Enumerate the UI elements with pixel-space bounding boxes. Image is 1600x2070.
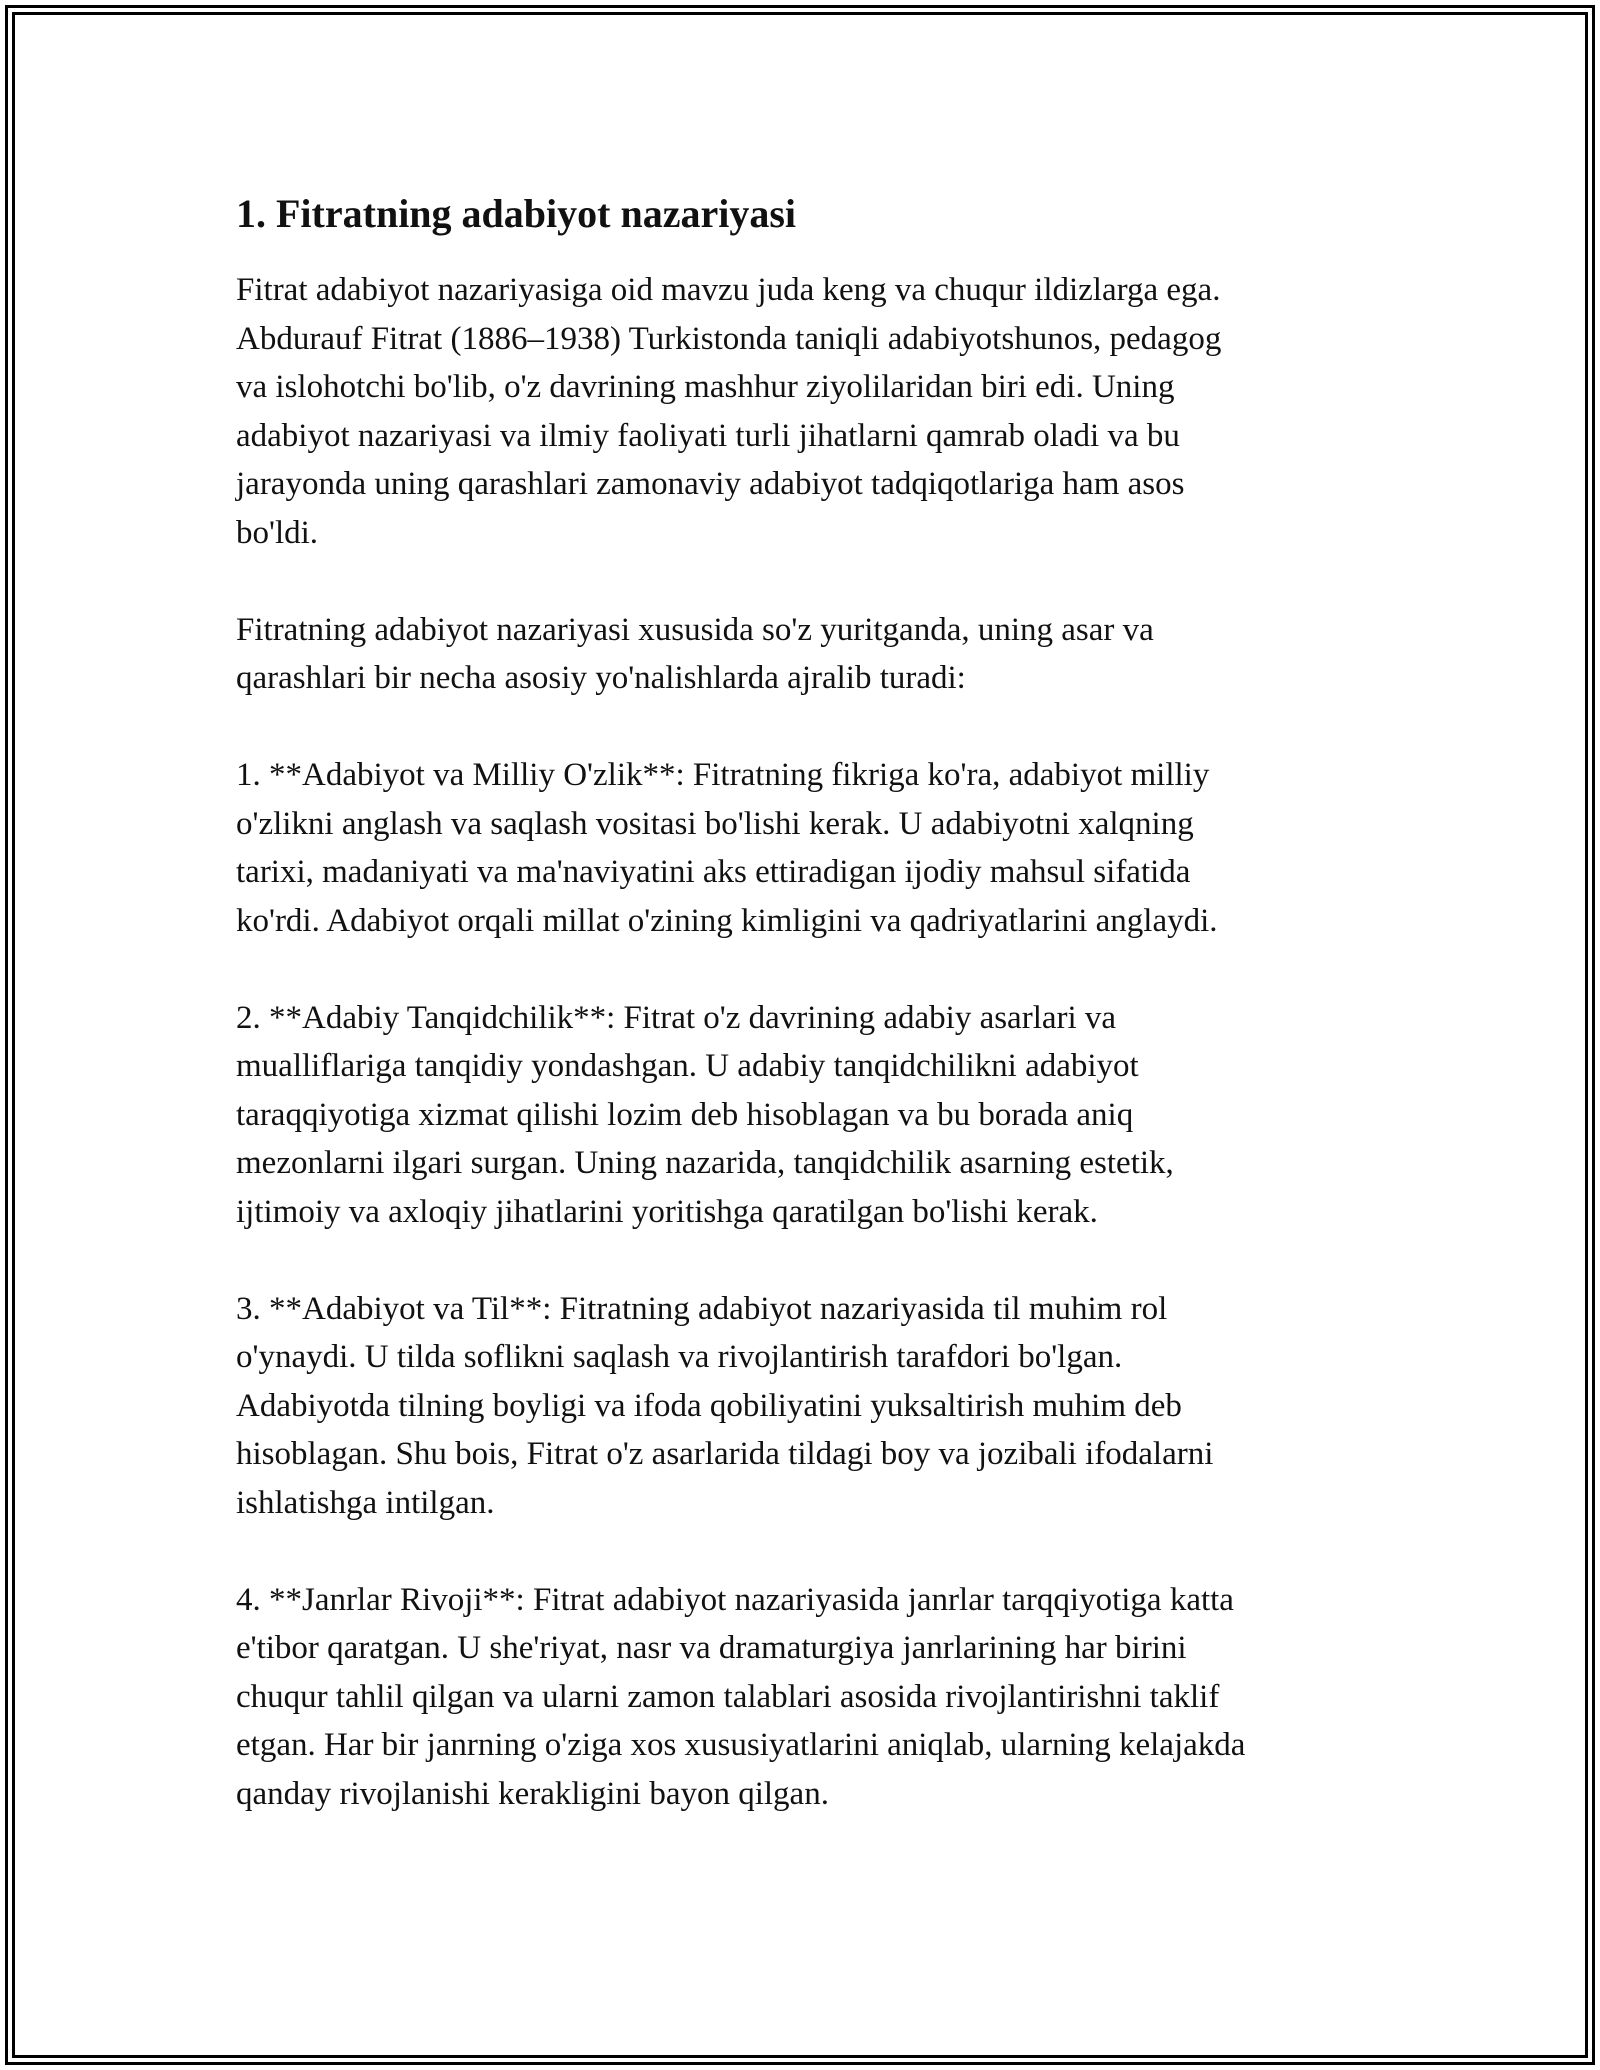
paragraph-intro: Fitrat adabiyot nazariyasiga oid mavzu juda keng va chuqur ildizlarga ega. Abdurauf Fitrat (1886–1938) Turkistonda taniqli adabiyotshunos, pedagog va islohotchi bo'lib, o'z davrining mashhur ziyolilaridan biri edi. Uning adabiyot nazariyasi va ilmiy faoliyati turli jihatlarni qamrab oladi va bu jarayonda uning qarashlari zamonaviy adabiyot tadqiqotlariga ham asos bo'ldi. xyxy=(236,272,1222,551)
list-item-literature-and-language: 3. **Adabiyot va Til**: Fitratning adabiyot nazariyasida til muhim rol o'ynaydi. U tilda soflikni saqlash va rivojlantirish tarafdori bo'lgan. Adabiyotda tilning boyligi va ifoda qobiliyatini yuksaltirish muhim deb hisoblagan. Shu bois, Fitrat o'z asarlarida tildagi boy va jozibali ifodalarni ishlatishga intilgan. xyxy=(236,1290,1214,1521)
list-item-genre-development: 4. **Janrlar Rivoji**: Fitrat adabiyot nazariyasida janrlar tarqqiyotiga katta e'tibor qaratgan. U she'riyat, nasr va dramaturgiya janrlarining har birini chuqur tahlil qilgan va ularni zamon talablari asosida rivojlantirishni taklif etgan. Har bir janrning o'ziga xos xususiyatlarini aniqlab, ularning kelajakda qanday rivojlanishi kerakligini bayon qilgan. xyxy=(236,1581,1246,1812)
section-heading: 1. Fitratning adabiyot nazariyasi xyxy=(236,191,797,236)
list-item-national-identity: 1. **Adabiyot va Milliy O'zlik**: Fitratning fikriga ko'ra, adabiyot milliy o'zlikni anglash va saqlash vositasi bo'lishi kerak. U adabiyotni xalqning tarixi, madaniyati va ma'naviyatini aks ettiradigan ijodiy mahsul sifatida ko'rdi. Adabiyot orqali millat o'zining kimligini va qadriyatlarini anglaydi. xyxy=(236,757,1218,939)
list-item-literary-criticism: 2. **Adabiy Tanqidchilik**: Fitrat o'z davrining adabiy asarlari va mualliflariga tanqidiy yondashgan. U adabiy tanqidchilikni adabiyot taraqqiyotiga xizmat qilishi lozim deb hisoblagan va bu borada aniq mezonlarni ilgari surgan. Uning nazarida, tanqidchilik asarning estetik, ijtimoiy va axloqiy jihatlarini yoritishga qaratilgan bo'lishi kerak. xyxy=(236,999,1174,1230)
document-body xyxy=(236,186,1396,1867)
paragraph-overview: Fitratning adabiyot nazariyasi xususida so'z yuritganda, uning asar va qarashlari bir necha asosiy yo'nalishlarda ajralib turadi: xyxy=(236,611,1154,696)
